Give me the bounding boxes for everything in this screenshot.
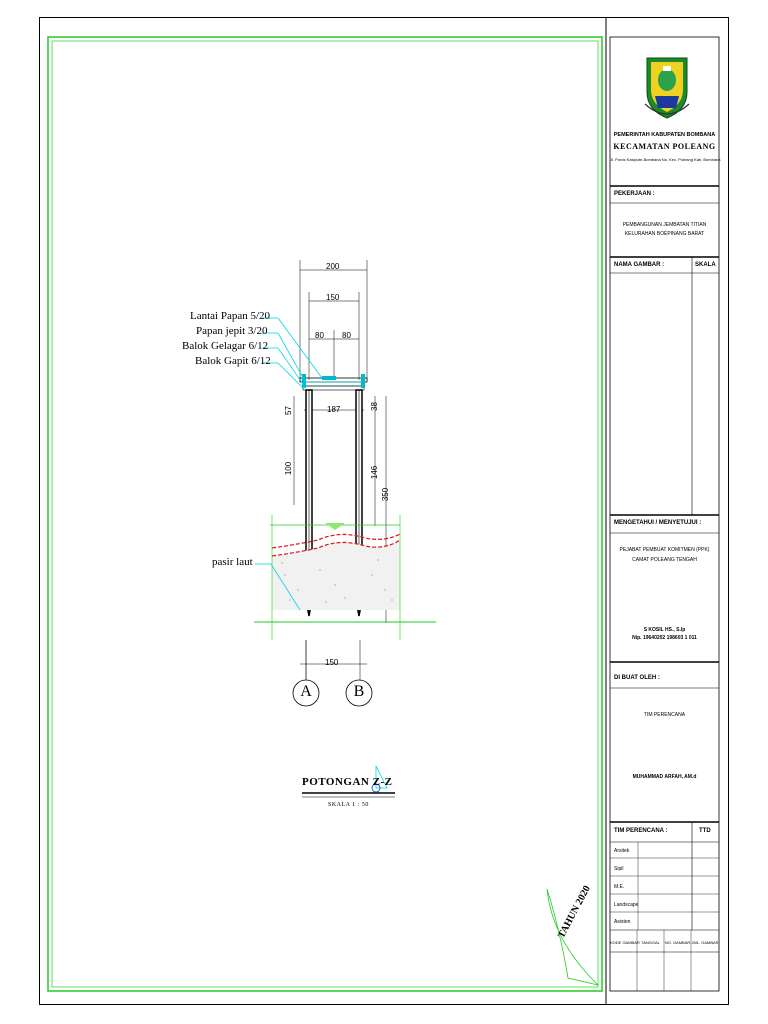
agency-address: Jl. Poros Kasipute-Bombana No. Kec. Poleang Kab. Bombana	[610, 157, 721, 162]
label-lantai-papan: Lantai Papan 5/20	[190, 310, 271, 322]
drawing-area-inner-border	[52, 41, 598, 987]
team-row-arsitek: Arsitek	[614, 848, 630, 854]
bridge-deck	[300, 374, 367, 390]
mengetahui-label: MENGETAHUI / MENYETUJUI :	[614, 520, 702, 526]
dibuat-label: DI BUAT OLEH :	[614, 675, 660, 681]
dim-38: 38	[369, 402, 379, 411]
agency-name: PEMERINTAH KABUPATEN BOMBANA	[613, 132, 716, 138]
dim-200: 200	[326, 262, 340, 271]
footer-no-gambar: NO. GAMBAR	[664, 940, 691, 945]
ppk-nip: Nip. 19640202 198603 1 011	[632, 635, 697, 641]
dim-187: 187	[327, 405, 341, 414]
tim-perencana-label: TIM PERENCANA :	[614, 828, 668, 834]
nama-gambar-label: NAMA GAMBAR :	[614, 262, 665, 268]
ppk-line1: PEJABAT PEMBUAT KOMITMEN (PPK)	[619, 547, 710, 553]
regency-logo	[645, 58, 689, 118]
team-row-landscape: Landscape	[614, 902, 639, 908]
district-name: KECAMATAN POLEANG	[613, 142, 716, 151]
drawing-area-border	[48, 37, 602, 991]
grid-bubble-b: B	[353, 683, 365, 700]
skala-label: SKALA	[695, 262, 716, 268]
footer-kode-gambar: KODE GAMBAR	[610, 940, 640, 945]
ppk-name: S KOSIL HS., S.Ip	[643, 627, 686, 633]
footer-tanggal: TANGGAL	[641, 940, 660, 945]
planner-name: MUHAMMAD ARFAH, AM.d	[632, 774, 697, 780]
pekerjaan-line1: PEMBANGUNAN JEMBATAN TITIAN	[622, 222, 707, 228]
label-balok-gelagar: Balok Gelagar 6/12	[182, 340, 269, 352]
dim-57: 57	[283, 406, 293, 415]
footer-jml-gambar: JML. GAMBAR	[691, 940, 719, 945]
label-papan-jepit: Papan jepit 3/20	[196, 325, 268, 337]
dim-80-left: 80	[315, 331, 324, 340]
tim-perencana-caption: TIM PERENCANA	[643, 712, 686, 718]
grid-bubble-a: A	[300, 683, 312, 700]
ttd-label: TTD	[699, 828, 711, 834]
pekerjaan-label: PEKERJAAN :	[614, 191, 655, 197]
pekerjaan-line2: KELURAHAN BOEPINANG BARAT	[624, 231, 705, 237]
dim-350: 350	[381, 487, 391, 502]
year-stamp: TAHUN 2020	[556, 883, 593, 941]
section-title: POTONGAN Z-Z	[302, 776, 393, 788]
team-row-sipil: Sipil	[614, 866, 624, 872]
section-scale: SKALA 1 : 50	[328, 802, 369, 808]
team-row-asisten: Asisten	[614, 919, 631, 925]
dim-146: 146	[370, 465, 380, 480]
label-pasir-laut: pasir laut	[212, 556, 253, 568]
dim-150-bottom: 150	[325, 658, 339, 667]
label-balok-gapit: Balok Gapit 6/12	[195, 355, 271, 367]
team-row-me: M.E.	[614, 884, 625, 890]
dim-150-top: 150	[326, 293, 340, 302]
ground-section	[254, 515, 436, 640]
ppk-line2: CAMAT POLEANG TENGAH	[632, 557, 697, 563]
dim-80-right: 80	[342, 331, 351, 340]
dim-100: 100	[284, 461, 294, 476]
